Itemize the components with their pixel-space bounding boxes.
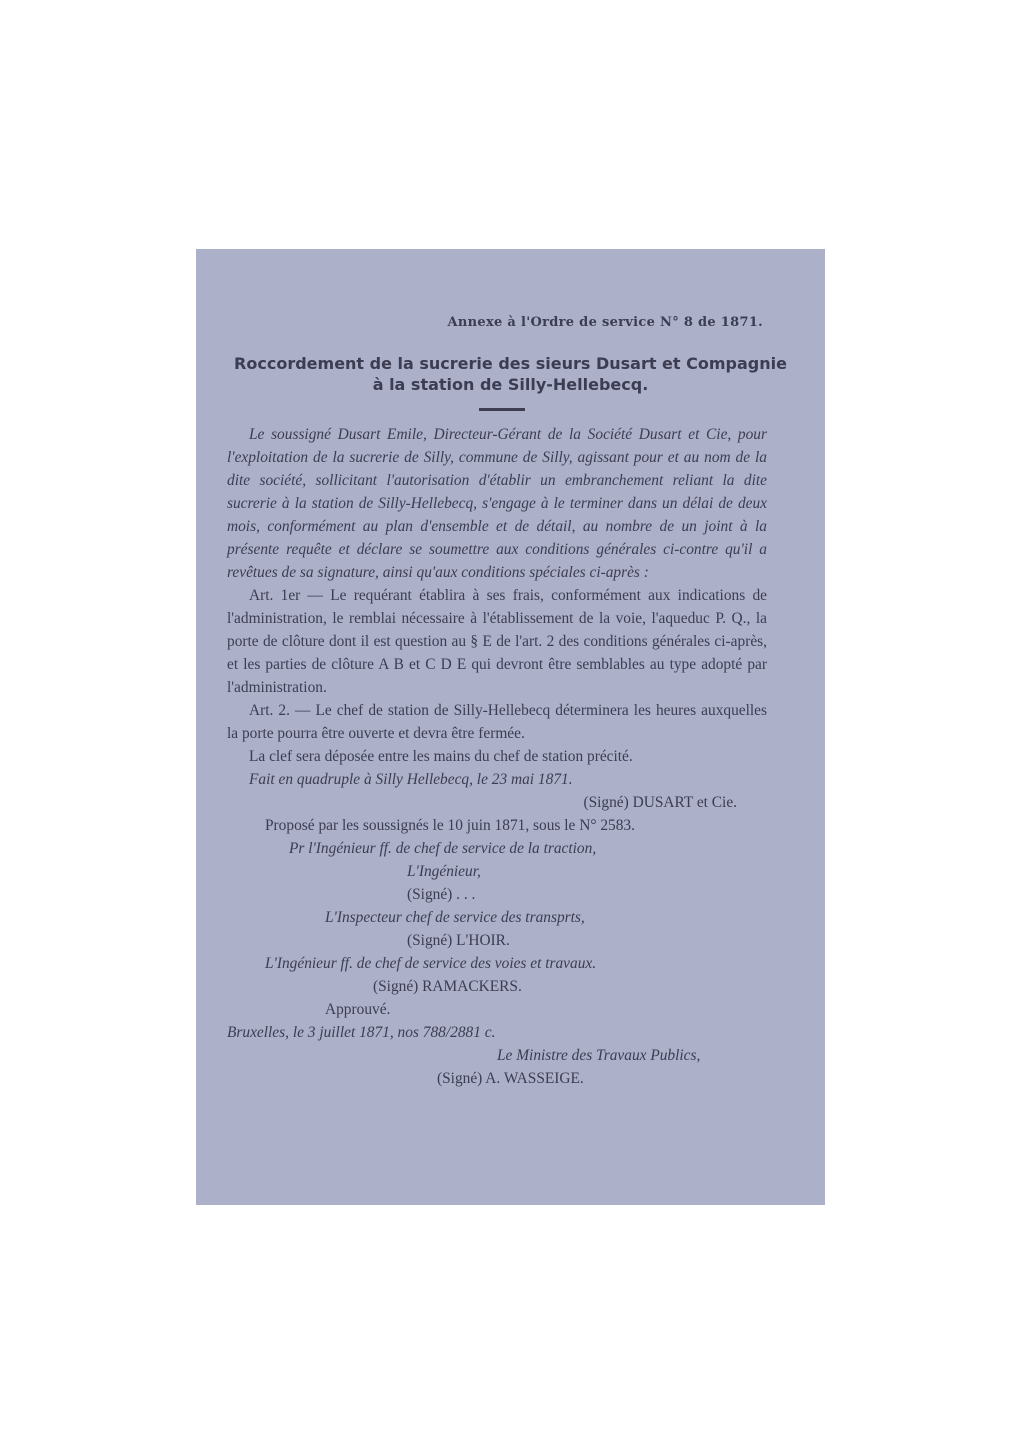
annex-reference: Annexe à l'Ordre de service N° 8 de 1871.	[447, 315, 763, 330]
done-line: Fait en quadruple à Silly Hellebecq, le 23 mai 1871.	[249, 771, 573, 788]
inspector-role: L'Inspecteur chef de service des transprts,	[325, 909, 585, 926]
approved-line: Approuvé.	[325, 1001, 391, 1018]
engineer-signature: (Signé) . . .	[407, 886, 476, 903]
document-title	[216, 353, 805, 395]
signature-block	[227, 814, 767, 1090]
engineer-role: Pr l'Ingénieur ff. de chef de service de la traction,	[289, 840, 597, 857]
intro-paragraph: Le soussigné Dusart Emile, Directeur-Gérant de la Société Dusart et Cie, pour l'exploitation de la sucrerie de Silly, commune de Silly, agissant pour et au nom de la dite société, sollicitant l'autorisation d'établir un embranchement reliant la dite sucrerie à la station de Silly-Hellebecq, s'engage à le terminer dans un délai de deux mois, conformément au plan d'ensemble et de détail, au nombre de un joint à la présente requête et déclare se soumettre aux conditions générales ci-contre qu'il a revêtues de sa signature, ainsi qu'aux conditions spéciales ci-après :	[227, 426, 767, 581]
voies-role: L'Ingénieur ff. de chef de service des voies et travaux.	[265, 955, 597, 972]
title-line-2: à la station de Silly-Hellebecq.	[372, 375, 649, 394]
proposed-line: Proposé par les soussignés le 10 juin 1871, sous le N° 2583.	[265, 817, 635, 834]
title-line-1: Roccordement de la sucrerie des sieurs Dusart et Compagnie	[234, 354, 787, 373]
signature-dusart: (Signé) DUSART et Cie.	[583, 794, 737, 811]
article-1: Art. 1er — Le requérant établira à ses frais, conformément aux indications de l'administration, le remblai nécessaire à l'établissement de la voie, l'aqueduc P. Q., la porte de clôture dont il est question au § E de l'art. 2 des conditions générales ci-après, et les parties de clôture A B et C D E qui devront être semblables au type adopté par l'administration.	[227, 587, 767, 696]
title-divider	[479, 408, 525, 411]
article-2: Art. 2. — Le chef de station de Silly-Hellebecq déterminera les heures auxquelles la porte pourra être ouverte et devra être fermée.	[227, 702, 767, 742]
minister-title: Le Ministre des Travaux Publics,	[497, 1047, 701, 1064]
voies-signature: (Signé) RAMACKERS.	[373, 978, 522, 995]
engineer-title: L'Ingénieur,	[407, 863, 481, 880]
document-page	[196, 249, 825, 1205]
inspector-signature: (Signé) L'HOIR.	[407, 932, 510, 949]
brussels-line: Bruxelles, le 3 juillet 1871, nos 788/2881 c.	[227, 1024, 496, 1041]
minister-signature: (Signé) A. WASSEIGE.	[437, 1070, 584, 1087]
key-paragraph: La clef sera déposée entre les mains du chef de station précité.	[249, 748, 633, 765]
document-body	[227, 423, 767, 1090]
